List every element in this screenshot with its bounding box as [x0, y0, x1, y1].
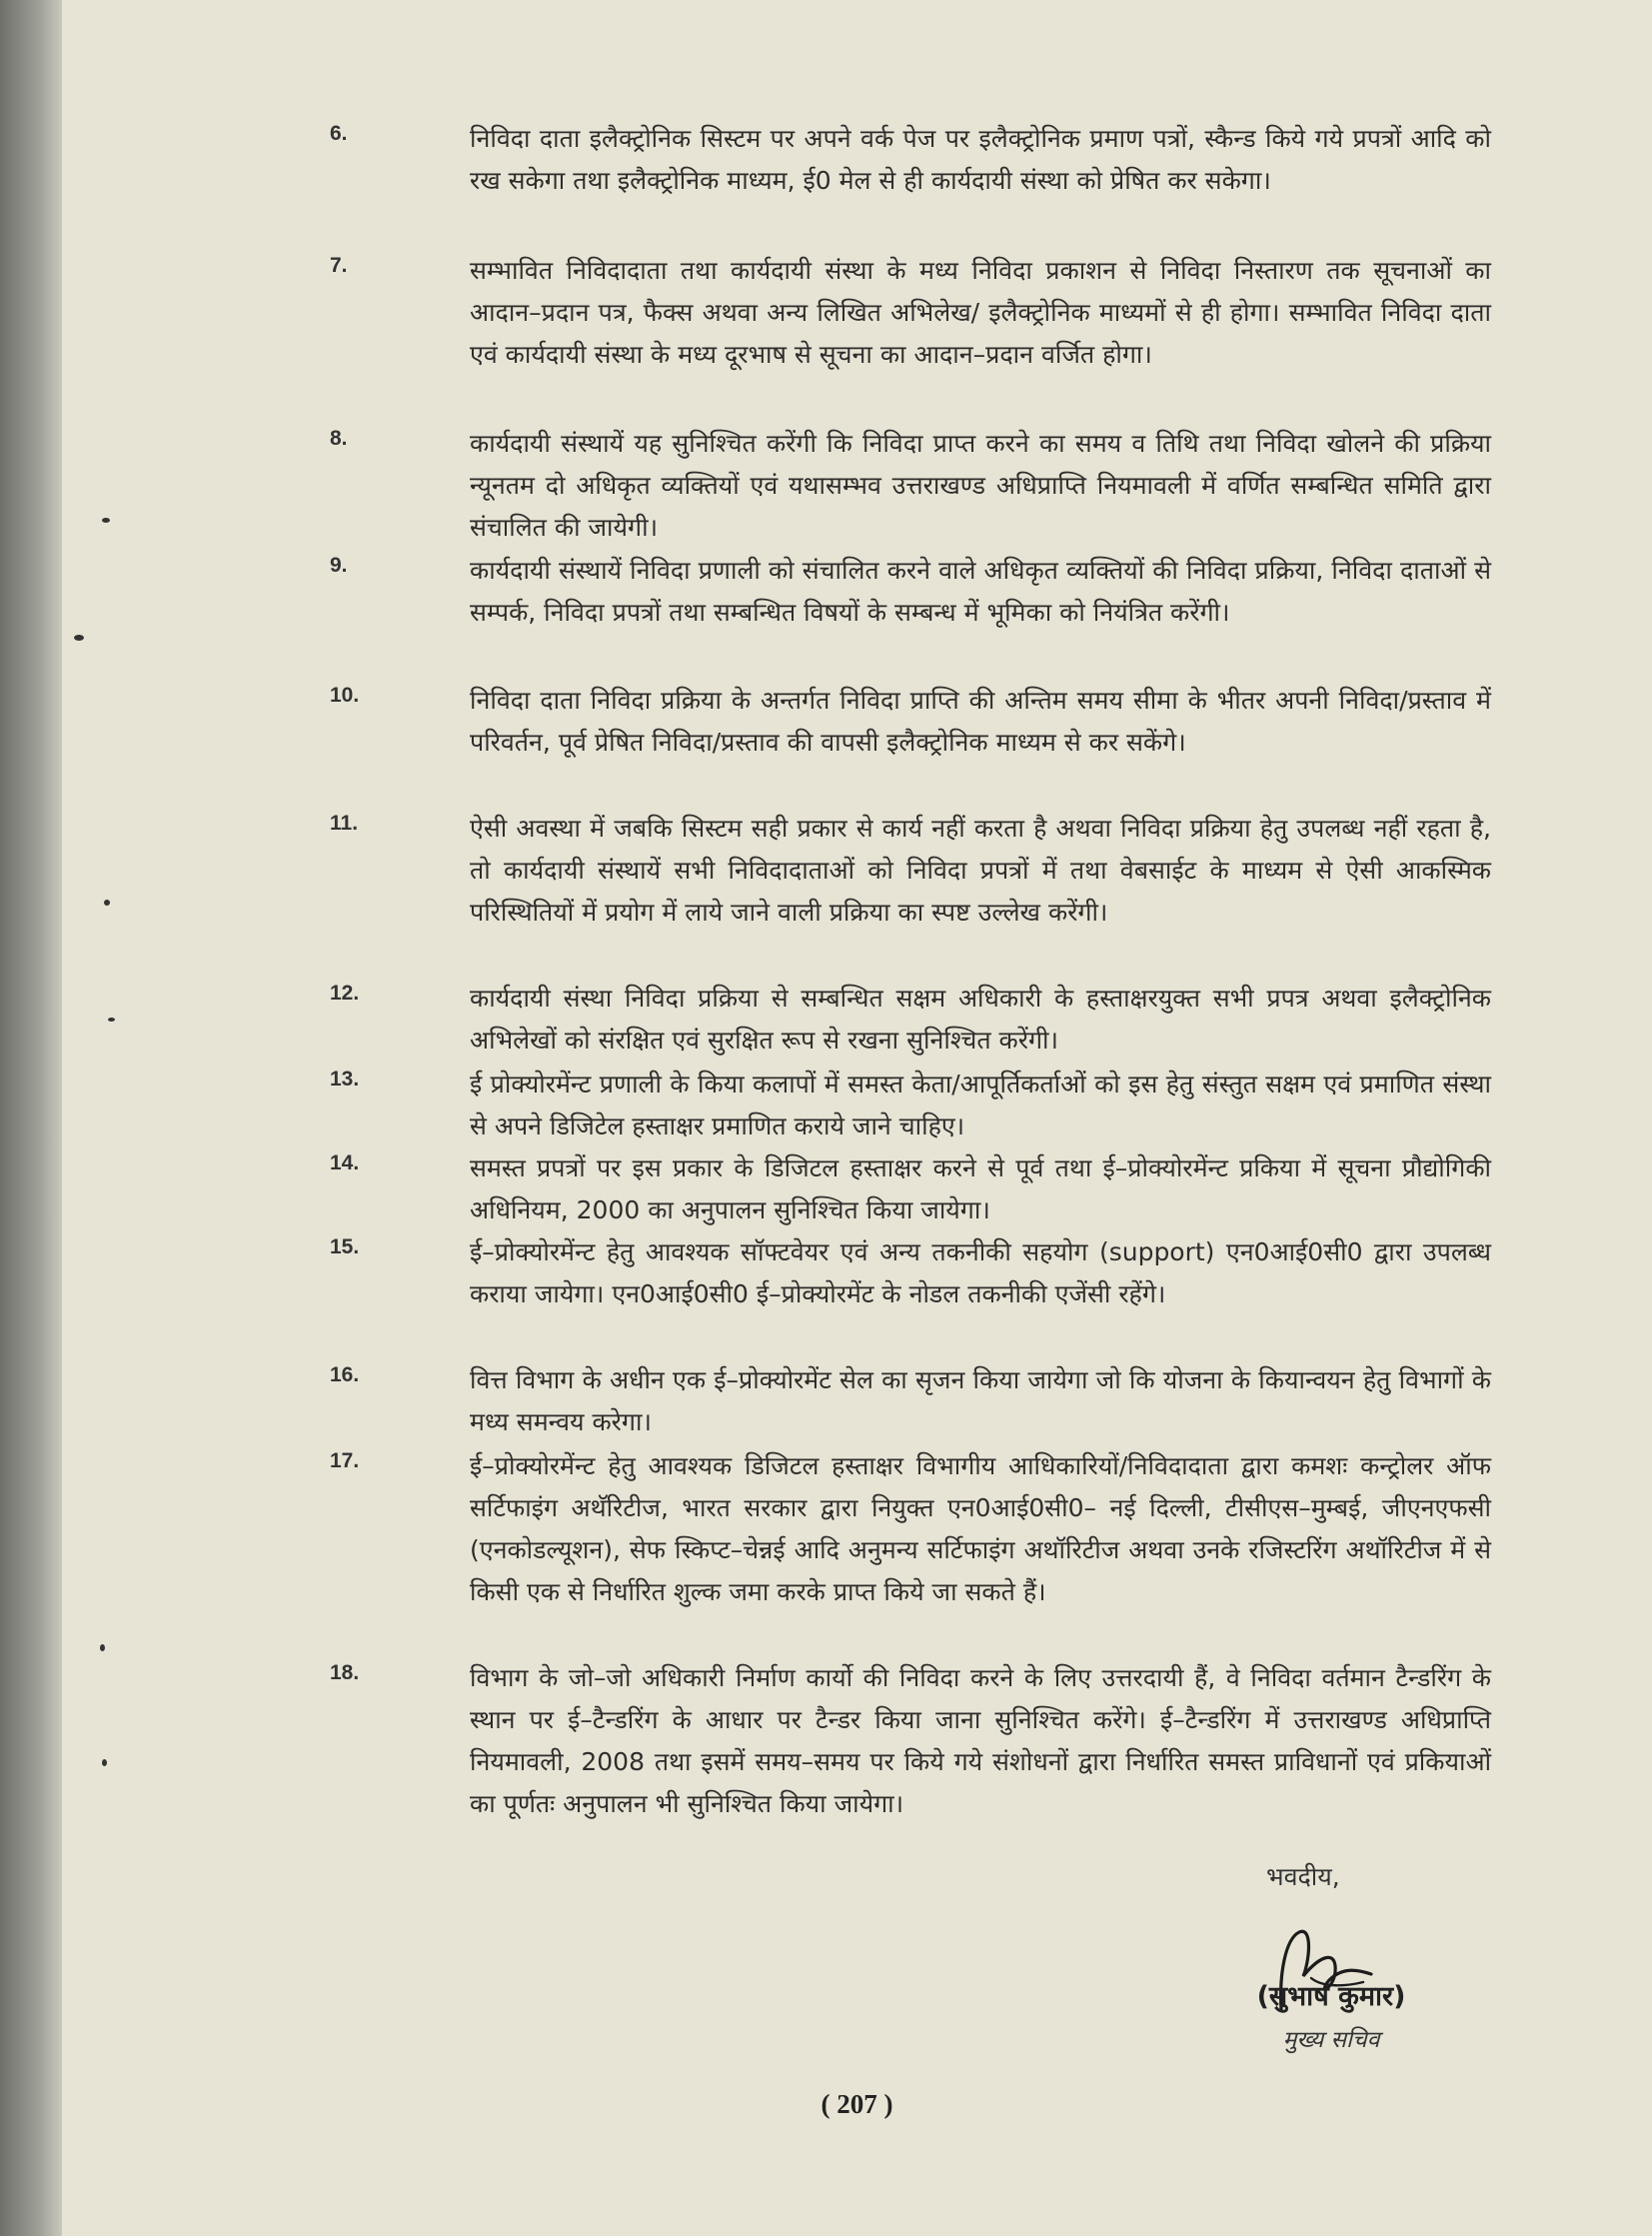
- clause-number: 18.: [330, 1661, 360, 1684]
- clause-text: वित्त विभाग के अधीन एक ई–प्रोक्योरमेंट सेल का सृजन किया जायेगा जो कि योजना के कियान्वयन हेतु विभागों के मध्य समन्वय करेगा।: [470, 1365, 1491, 1436]
- signature-block: [1211, 1914, 1471, 2064]
- scan-speck: [102, 518, 110, 523]
- clause-text: कार्यदायी संस्था निविदा प्रक्रिया से सम्बन्धित सक्षम अधिकारी के हस्ताक्षरयुक्त सभी प्रपत्र अथवा इलैक्ट्रोनिक अभिलेखों को संरक्षित एवं सुरक्षित रूप से रखना सुनिश्चित करेंगी।: [470, 984, 1491, 1055]
- clause-number: 17.: [330, 1449, 360, 1472]
- signatory-designation: मुख्य सचिव: [1282, 2027, 1380, 2053]
- scan-speck: [102, 1759, 107, 1766]
- clause-number: 16.: [330, 1363, 360, 1386]
- clause-number: 9.: [330, 554, 348, 577]
- signatory-name: (सुभाष कुमार): [1256, 1981, 1406, 2012]
- scan-edge: [0, 0, 62, 2236]
- clause-text: ई प्रोक्योरमेंन्ट प्रणाली के किया कलापों में समस्त केता/आपूर्तिकर्ताओं को इस हेतु संस्तुत सक्षम एवं प्रमाणित संस्था से अपने डिजिटेल हस्ताक्षर प्रमाणित कराये जाने चाहिए।: [470, 1070, 1491, 1140]
- clause-text: सम्भावित निविदादाता तथा कार्यदायी संस्था के मध्य निविदा प्रकाशन से निविदा निस्तारण तक सूचनाओं का आदान–प्रदान पत्र, फैक्स अथवा अन्य लिखित अभिलेख/ इलैक्ट्रोनिक माध्यमों से ही होगा। सम्भावित निविदा दाता एवं कार्यदायी संस्था के मध्य दूरभाष से सूचना का आदान–प्रदान वर्जित होगा।: [470, 256, 1491, 369]
- clause-text: कार्यदायी संस्थायें यह सुनिश्चित करेंगी कि निविदा प्राप्त करने का समय व तिथि तथा निविदा खोलने की प्रक्रिया न्यूनतम दो अधिकृत व्यक्तियों एवं यथासम्भव उत्तराखण्ड अधिप्राप्ति नियमावली में वर्णित सम्बन्धित समिति द्वारा संचालित की जायेगी।: [470, 429, 1491, 542]
- clause-number: 11.: [330, 812, 359, 835]
- scan-speck: [74, 635, 84, 641]
- clause-number: 12.: [330, 982, 360, 1005]
- scan-speck: [104, 900, 110, 906]
- clause-number: 10.: [330, 684, 360, 707]
- clause-number: 14.: [330, 1151, 360, 1174]
- clause-number: 8.: [330, 427, 348, 450]
- clause-number: 13.: [330, 1068, 360, 1091]
- clause-text: ऐसी अवस्था में जबकि सिस्टम सही प्रकार से कार्य नहीं करता है अथवा निविदा प्रक्रिया हेतु उपलब्ध नहीं रहता है, तो कार्यदायी संस्थायें सभी निविदादाताओं को निविदा प्रपत्रों में तथा वेबसाईट के माध्यम से ऐसी आकस्मिक परिस्थितियों में प्रयोग में लाये जाने वाली प्रक्रिया का स्पष्ट उल्लेख करेंगी।: [470, 814, 1491, 927]
- clause-number: 6.: [330, 122, 348, 145]
- clause-number: 7.: [330, 254, 348, 277]
- clause-text: विभाग के जो–जो अधिकारी निर्माण कार्यो की निविदा करने के लिए उत्तरदायी हैं, वे निविदा वर्तमान टैन्डरिंग के स्थान पर ई–टैन्डरिंग के आधार पर टैन्डर किया जाना सुनिश्चित करेंगे। ई–टैन्डरिंग में उत्तराखण्ड अधिप्राप्ति नियमावली, 2008 तथा इसमें समय–समय पर किये गये संशोधनों द्वारा निर्धारित समस्त प्राविधानों एवं प्रकियाओं का पूर्णतः अनुपालन भी सुनिश्चित किया जायेगा।: [470, 1663, 1491, 1818]
- clause-text: ई–प्रोक्योरमेंन्ट हेतु आवश्यक डिजिटल हस्ताक्षर विभागीय आधिकारियों/निविदादाता द्वारा कमशः कन्ट्रोलर ऑफ सर्टिफाइंग अथॅरिटीज, भारत सरकार द्वारा नियुक्त एन0आई0सी0– नई दिल्ली, टीसीएस–मुम्बई, जीएनएफसी (एनकोडल्यूशन), सेफ स्किप्ट–चेन्नई आदि अनुमन्य सर्टिफाइंग अथॉरिटीज अथवा उनके रजिस्टरिंग अथॉरिटीज में से किसी एक से निर्धारित शुल्क जमा करके प्राप्त किये जा सकते हैं।: [470, 1451, 1491, 1606]
- clause-text: निविदा दाता इलैक्ट्रोनिक सिस्टम पर अपने वर्क पेज पर इलैक्ट्रोनिक प्रमाण पत्रों, स्कैन्ड किये गये प्रपत्रों आदि को रख सकेगा तथा इलैक्ट्रोनिक माध्यम, ई0 मेल से ही कार्यदायी संस्था को प्रेषित कर सकेगा।: [470, 124, 1491, 195]
- clause-text: निविदा दाता निविदा प्रक्रिया के अन्तर्गत निविदा प्राप्ति की अन्तिम समय सीमा के भीतर अपनी निविदा/प्रस्ताव में परिवर्तन, पूर्व प्रेषित निविदा/प्रस्ताव की वापसी इलैक्ट्रोनिक माध्यम से कर सकेंगे।: [470, 686, 1491, 757]
- scan-speck: [108, 1018, 115, 1022]
- page-number: ( 207 ): [821, 2089, 893, 2119]
- scan-speck: [100, 1644, 105, 1651]
- clause-text: कार्यदायी संस्थायें निविदा प्रणाली को संचालित करने वाले अधिकृत व्यक्तियों की निविदा प्रक्रिया, निविदा दाताओं से सम्पर्क, निविदा प्रपत्रों तथा सम्बन्धित विषयों के सम्बन्ध में भूमिका को नियंत्रित करेंगी।: [470, 556, 1491, 627]
- document-page: [62, 0, 1652, 2236]
- clause-text: समस्त प्रपत्रों पर इस प्रकार के डिजिटल हस्ताक्षर करने से पूर्व तथा ई–प्रोक्योरमेंन्ट प्रकिया में सूचना प्रौद्योगिकी अधिनियम, 2000 का अनुपालन सुनिश्चित किया जायेगा।: [470, 1153, 1491, 1224]
- clause-text: ई–प्रोक्योरमेंन्ट हेतु आवश्यक सॉफ्टवेयर एवं अन्य तकनीकी सहयोग (support) एन0आई0सी0 द्वारा उपलब्ध कराया जायेगा। एन0आई0सी0 ई–प्रोक्योरमेंट के नोडल तकनीकी एजेंसी रहेंगे।: [470, 1237, 1491, 1308]
- closing-salutation: भवदीय,: [1266, 1862, 1340, 1891]
- clause-number: 15.: [330, 1235, 360, 1258]
